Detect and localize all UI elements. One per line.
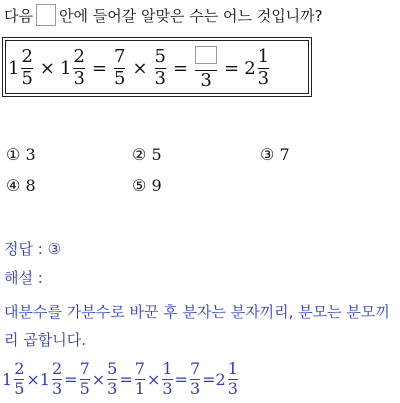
- blank-numerator-box: [195, 46, 217, 69]
- mixed-whole: 1: [60, 57, 72, 79]
- explanation-equation: [2, 358, 240, 400]
- numerator: 2: [14, 358, 25, 378]
- fraction: [73, 45, 85, 89]
- numerator: 5: [154, 45, 166, 67]
- mixed-whole: 1: [2, 369, 13, 389]
- denominator: 3: [107, 378, 118, 398]
- choice-1[interactable]: [6, 145, 36, 164]
- question-suffix: 안에 들어갈 알맞은 수는 어느 것입니까?: [58, 7, 323, 25]
- denominator: 3: [257, 67, 270, 89]
- answer-line: [4, 238, 61, 259]
- equals-sign: =: [91, 57, 107, 79]
- choice-value: 7: [279, 145, 290, 164]
- numerator: 1: [162, 358, 173, 378]
- answer-label: 정답 :: [4, 240, 43, 258]
- fraction: [79, 358, 90, 398]
- times-sign: ×: [132, 57, 148, 79]
- numerator: 7: [79, 358, 90, 378]
- fraction: [114, 45, 126, 89]
- blank-box: [36, 4, 56, 26]
- fraction: [134, 358, 145, 398]
- numerator: 2: [73, 45, 85, 67]
- equals-sign: =: [174, 369, 188, 389]
- numerator: 2: [51, 358, 63, 378]
- equals-sign: =: [224, 57, 240, 79]
- choice-4[interactable]: [6, 176, 36, 195]
- denominator: 3: [162, 378, 173, 398]
- equals-sign: =: [202, 369, 216, 389]
- fraction: [162, 358, 173, 398]
- times-sign: ×: [39, 57, 55, 79]
- denominator: 3: [200, 69, 212, 91]
- equals-sign: =: [64, 369, 78, 389]
- fraction: [51, 358, 63, 398]
- blank-fraction: [195, 46, 217, 91]
- choice-3[interactable]: [260, 145, 290, 164]
- answer-blank: [195, 46, 217, 64]
- fraction: [154, 45, 166, 89]
- denominator: 1: [134, 378, 145, 398]
- choice-value: 5: [151, 145, 162, 164]
- denominator: 5: [79, 378, 90, 398]
- denominator: 3: [51, 378, 63, 398]
- equals-sign: =: [119, 369, 133, 389]
- fraction: [107, 358, 118, 398]
- question-prefix: 다음: [4, 7, 33, 25]
- fraction: [21, 45, 33, 89]
- denominator: 5: [114, 67, 126, 89]
- numerator: 1: [257, 45, 270, 67]
- numerator: 5: [107, 358, 118, 378]
- choice-value: 3: [25, 145, 36, 164]
- numerator: 1: [227, 358, 238, 378]
- explanation-label: 해설 :: [4, 269, 43, 287]
- mixed-whole: 2: [215, 369, 226, 389]
- denominator: 5: [21, 67, 33, 89]
- fraction: [257, 45, 270, 89]
- numerator: 7: [134, 358, 145, 378]
- numerator: 2: [21, 45, 33, 67]
- choice-marker: ④: [6, 176, 21, 195]
- choice-marker: ⑤: [132, 176, 147, 195]
- times-sign: ×: [26, 369, 40, 389]
- fraction: [14, 358, 25, 398]
- fraction: [189, 358, 201, 398]
- denominator: 3: [189, 378, 201, 398]
- denominator: 3: [73, 67, 85, 89]
- choice-value: 8: [25, 176, 36, 195]
- numerator: 7: [189, 358, 201, 378]
- choice-marker: ①: [6, 145, 21, 164]
- choice-2[interactable]: [132, 145, 162, 164]
- equals-sign: =: [173, 57, 189, 79]
- fraction: [227, 358, 238, 398]
- denominator: 3: [227, 378, 238, 398]
- answer-value: ③: [47, 240, 62, 258]
- denominator: 3: [154, 67, 166, 89]
- denominator: 5: [14, 378, 25, 398]
- choice-value: 9: [151, 176, 162, 195]
- mixed-whole: 1: [8, 57, 20, 79]
- times-sign: ×: [146, 369, 161, 389]
- mixed-whole: 2: [244, 57, 256, 79]
- choice-5[interactable]: [132, 176, 162, 195]
- mixed-whole: 1: [39, 369, 50, 389]
- choice-marker: ③: [260, 145, 275, 164]
- numerator: 7: [114, 45, 126, 67]
- explanation-text: 대분수를 가분수로 바꾼 후 분자는 분자끼리, 분모는 분모끼리 곱합니다.: [4, 303, 390, 349]
- problem-equation: [8, 43, 271, 93]
- question-text: [4, 4, 323, 26]
- times-sign: ×: [91, 369, 106, 389]
- choice-marker: ②: [132, 145, 147, 164]
